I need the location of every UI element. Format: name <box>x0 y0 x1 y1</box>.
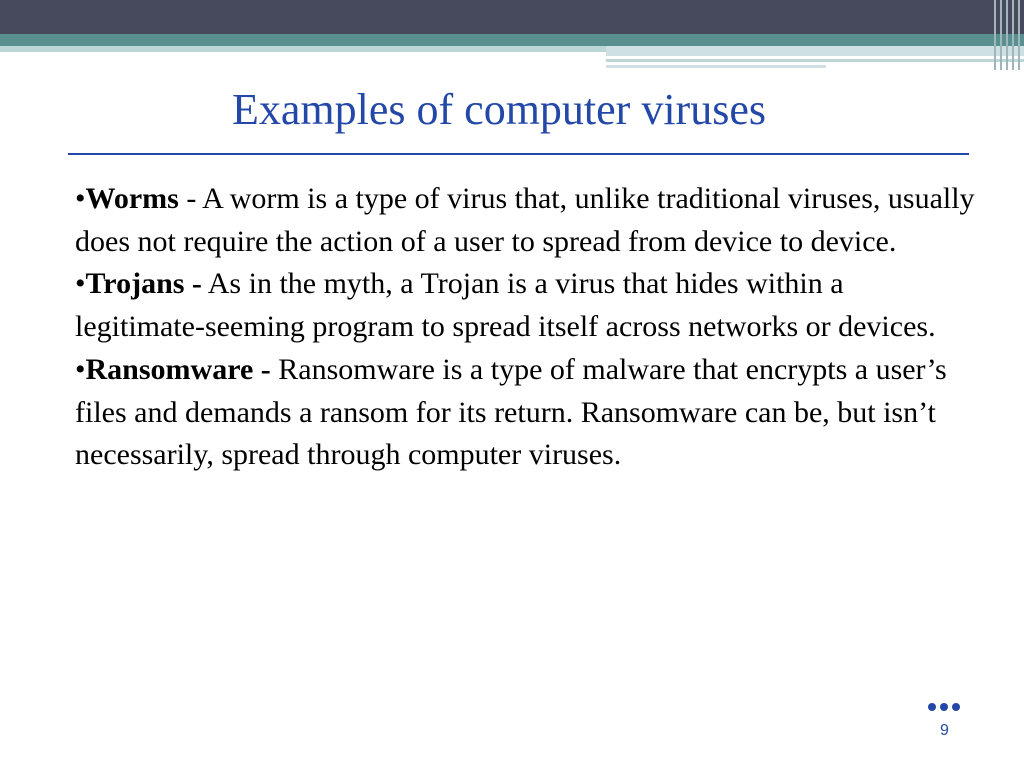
banner-light-band <box>0 46 606 52</box>
title-underline <box>68 153 969 155</box>
bullet-item-worms <box>75 178 975 263</box>
page-number: 9 <box>940 722 949 739</box>
bullet-text: - A worm is a type of virus that, unlike traditional viruses, usually does not require the action of a user to spread from device to device. <box>75 182 975 258</box>
bullet-term: Ransomware - <box>85 352 271 386</box>
bullet-marker: • <box>75 267 86 301</box>
banner-accent-line <box>606 59 1024 62</box>
banner-teal-band <box>0 34 1024 46</box>
banner-dark-band <box>0 0 1024 34</box>
slide-body <box>75 178 975 477</box>
bullet-marker: • <box>75 182 86 215</box>
banner-stripes <box>992 0 1024 70</box>
slide-title: Examples of computer viruses <box>232 85 766 134</box>
bullet-marker: • <box>75 352 86 386</box>
banner-accent-line-short <box>606 65 826 68</box>
bullet-text: Ransomware is a type of malware that encrypts a user’s files and demands a ransom for its return. Ransomware can be, but isn’t necessarily, spread through computer viruses. <box>75 352 947 472</box>
banner-light-band-right <box>606 46 1024 56</box>
bullet-item-ransomware <box>75 349 975 477</box>
bullet-term: Trojans - <box>85 267 202 301</box>
bullet-item-trojans <box>75 263 975 348</box>
three-dots-icon <box>926 703 966 717</box>
bullet-term: Worms <box>85 182 179 215</box>
bullet-text: As in the myth, a Trojan is a virus that hides within a legitimate-seeming program to spread itself across networks or devices. <box>75 267 936 344</box>
